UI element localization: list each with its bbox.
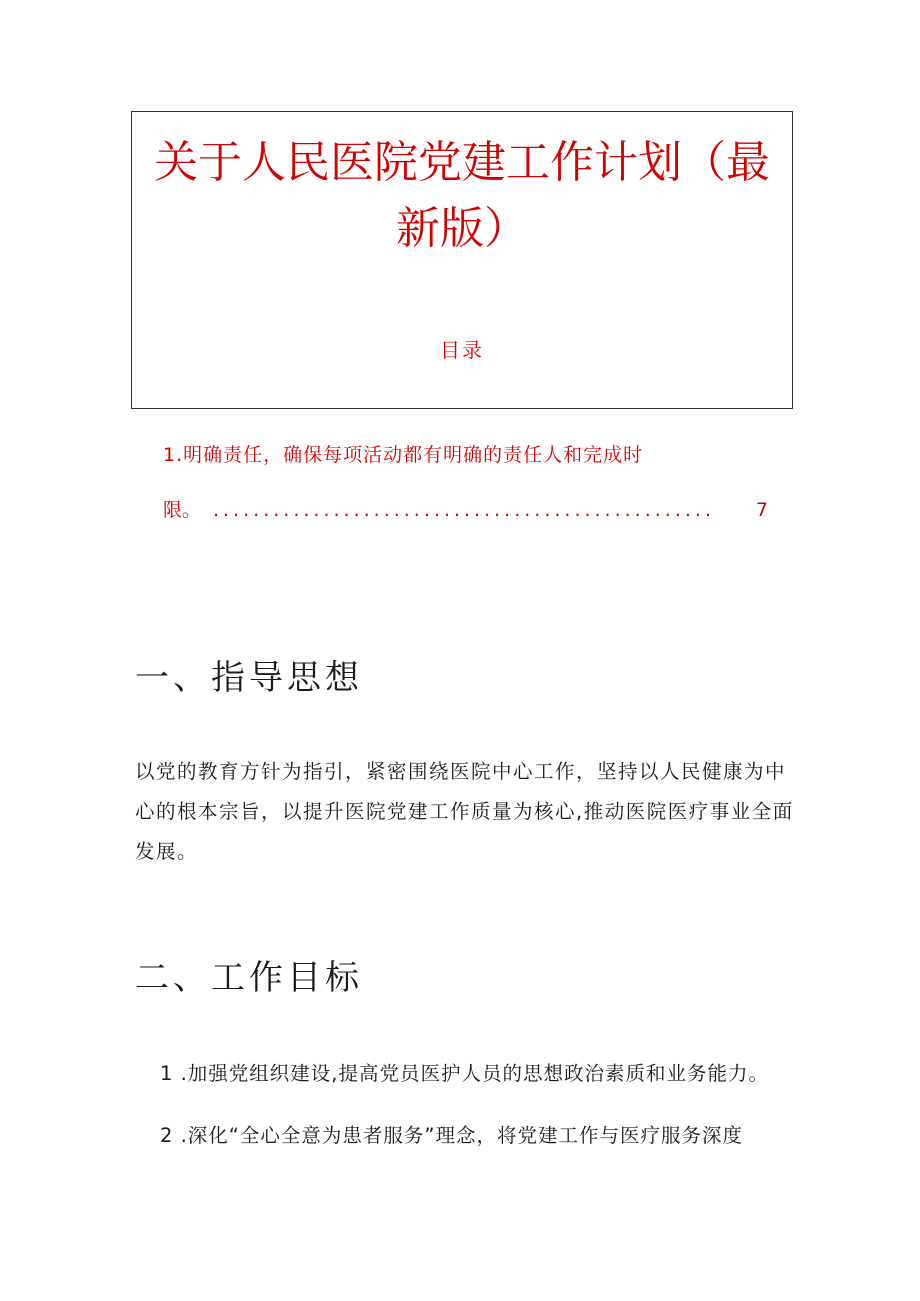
document-title: 关于人民医院党建工作计划（最新版） bbox=[154, 137, 770, 254]
goal-item-2: 2 .深化“全心全意为患者服务”理念，将党建工作与医疗服务深度 bbox=[160, 1124, 744, 1147]
toc-entry-1-line2[interactable] bbox=[163, 495, 768, 522]
cover-box bbox=[131, 111, 793, 409]
toc-page-number: 7 bbox=[755, 499, 768, 521]
toc-entry-1-line1[interactable]: 1.明确责任，确保每项活动都有明确的责任人和完成时 bbox=[163, 444, 644, 466]
toc-entry-1-text: 限。 bbox=[163, 499, 202, 521]
goal-item-1: 1 .加强党组织建设,提高党员医护人员的思想政治素质和业务能力。 bbox=[160, 1062, 770, 1085]
section-body-guiding-ideology: 以党的教育方针为指引，紧密围绕医院中心工作，坚持以人民健康为中心的根本宗旨，以提升医院党建工作质量为核心,推动医院医疗事业全面发展。 bbox=[135, 760, 794, 863]
toc-leader-dots: .................................................. bbox=[213, 499, 715, 521]
toc-heading: 目录 bbox=[440, 338, 484, 362]
section-heading-work-goals: 二、工作目标 bbox=[135, 958, 363, 998]
section-heading-guiding-ideology: 一、指导思想 bbox=[135, 658, 363, 698]
